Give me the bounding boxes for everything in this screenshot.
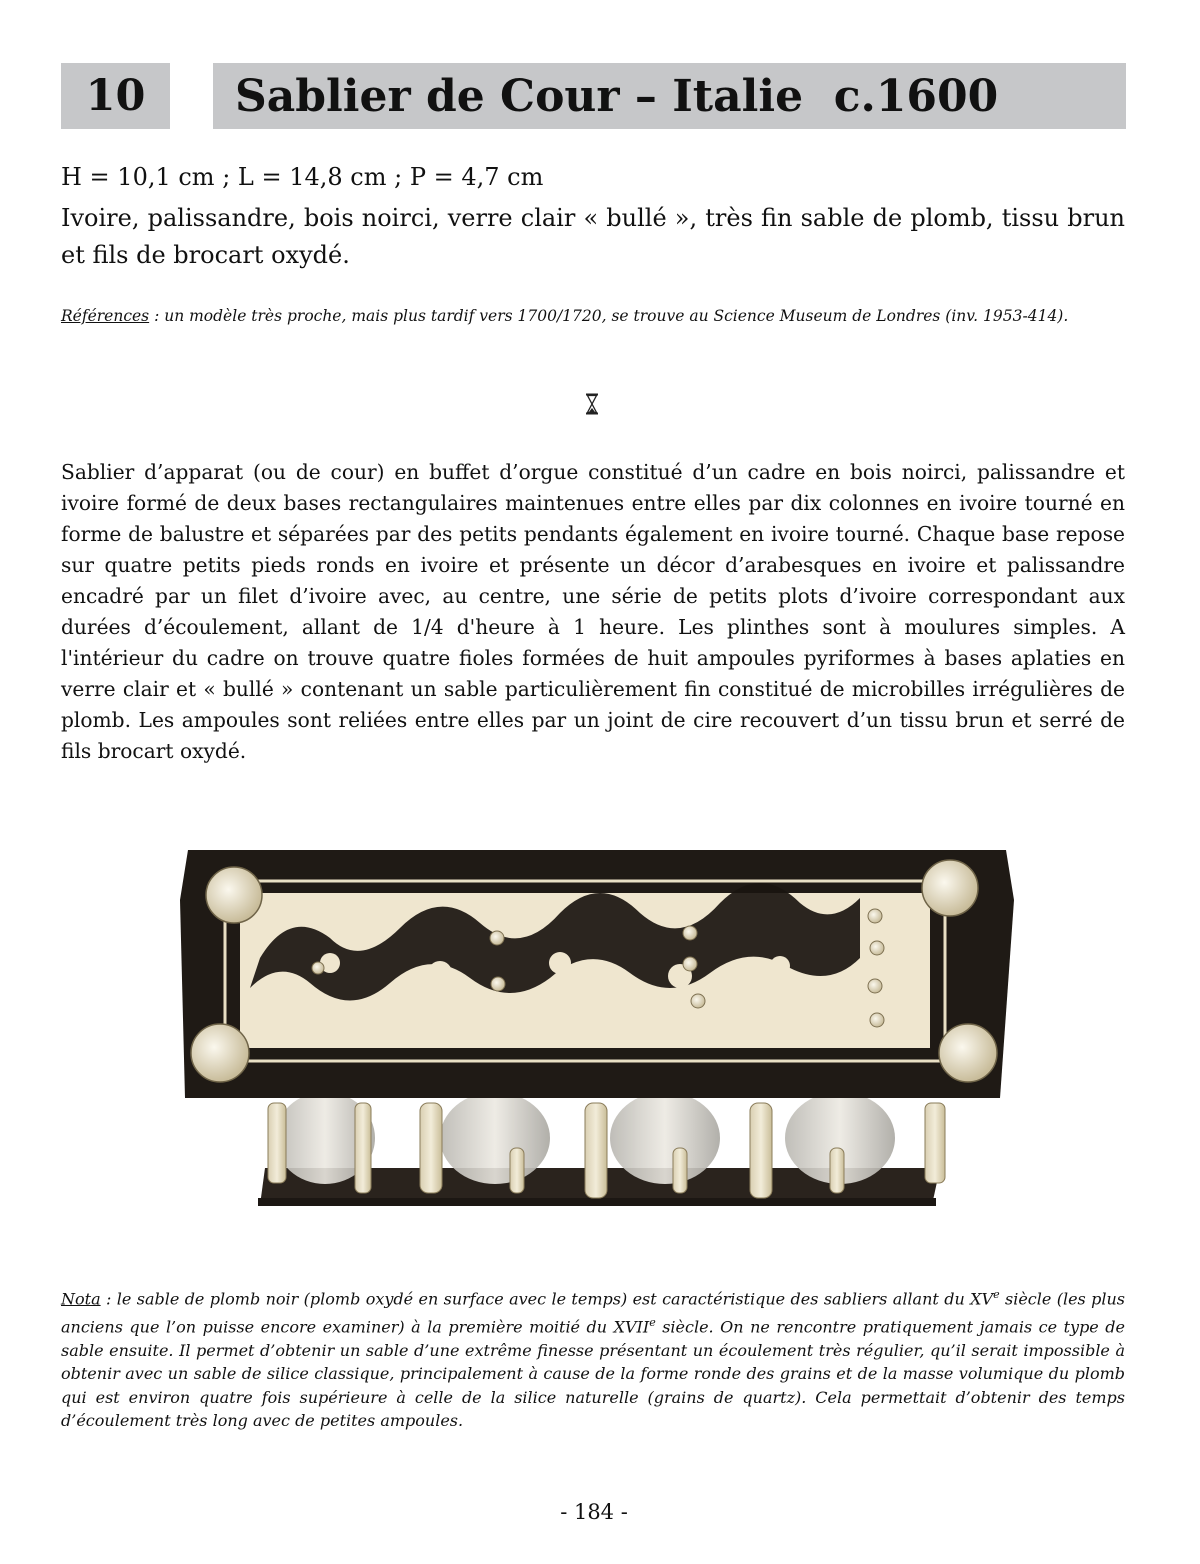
nota-text-3: siècle. On ne rencontre pratiquement jamais ce type de sable ensuite. Il permet d’obtenir un sable d’une extrême finesse présentant un écoulement très régulier, qu’il serait impossible à obtenir avec un sable de silice classique, principalement à cause de la forme ronde des grains et de la masse volumique du plomb qui est environ quatre fois supérieure à celle de la silice naturelle (grains de quartz). Cela permettait d’obtenir des temps d’écoulement très long avec de petites ampoules. <box>61 1317 1125 1431</box>
nota-text-2: siècle (les plus anciens que l’on puisse encore examiner) à la première moitié du XVII <box>61 1289 1126 1337</box>
dimensions-text: H = 10,1 cm ; L = 14,8 cm ; P = 4,7 cm <box>61 163 544 191</box>
references-text: : un modèle très proche, mais plus tardif vers 1700/1720, se trouve au Science Museum de Londres (inv. 1953-414). <box>149 307 1069 325</box>
nota-text-1: : le sable de plomb noir (plomb oxydé en surface avec le temps) est caractéristique des sabliers allant du XV <box>100 1289 994 1309</box>
nota-label: Nota <box>61 1289 101 1309</box>
page-number: - 184 - <box>560 1500 628 1524</box>
description-paragraph: Sablier d’apparat (ou de cour) en buffet d’orgue constitué d’un cadre en bois noirci, palissandre et ivoire formé de deux bases rectangulaires maintenues entre elles par dix colonnes en ivoire tourné en forme de balustre et séparées par des petits pendants également en ivoire tourné. Chaque base repose sur quatre petits pieds ronds en ivoire et présente un décor d’arabesques en ivoire et palissandre encadré par un filet d’ivoire avec, au centre, une série de petits plots d’ivoire correspondant aux durées d’écoulement, allant de 1/4 d'heure à 1 heure. Les plinthes sont à moulures simples. A l'intérieur du cadre on trouve quatre fioles formées de huit ampoules pyriformes à bases aplaties en verre clair et « bullé » contenant un sable particulièrement fin constitué de microbilles irrégulières de plomb. Les ampoules sont reliées entre elles par un joint de cire recouvert d’un tissu brun et serré de fils brocart oxydé. <box>61 460 1125 763</box>
nota-superscript-1: e <box>993 1288 1000 1301</box>
hourglass-icon <box>581 389 603 419</box>
references-label: Références <box>61 307 150 325</box>
materials-text: Ivoire, palissandre, bois noirci, verre clair « bullé », très fin sable de plomb, tissu brun et fils de brocart oxydé. <box>61 204 1125 269</box>
section-number: 10 <box>61 63 170 129</box>
hourglass-photo <box>180 848 1014 1214</box>
nota-paragraph <box>61 1283 1125 1433</box>
references-note <box>61 307 1141 325</box>
nota-superscript-2: e <box>649 1315 656 1329</box>
page-title: Sablier de Cour – Italie c.1600 <box>213 63 1126 129</box>
